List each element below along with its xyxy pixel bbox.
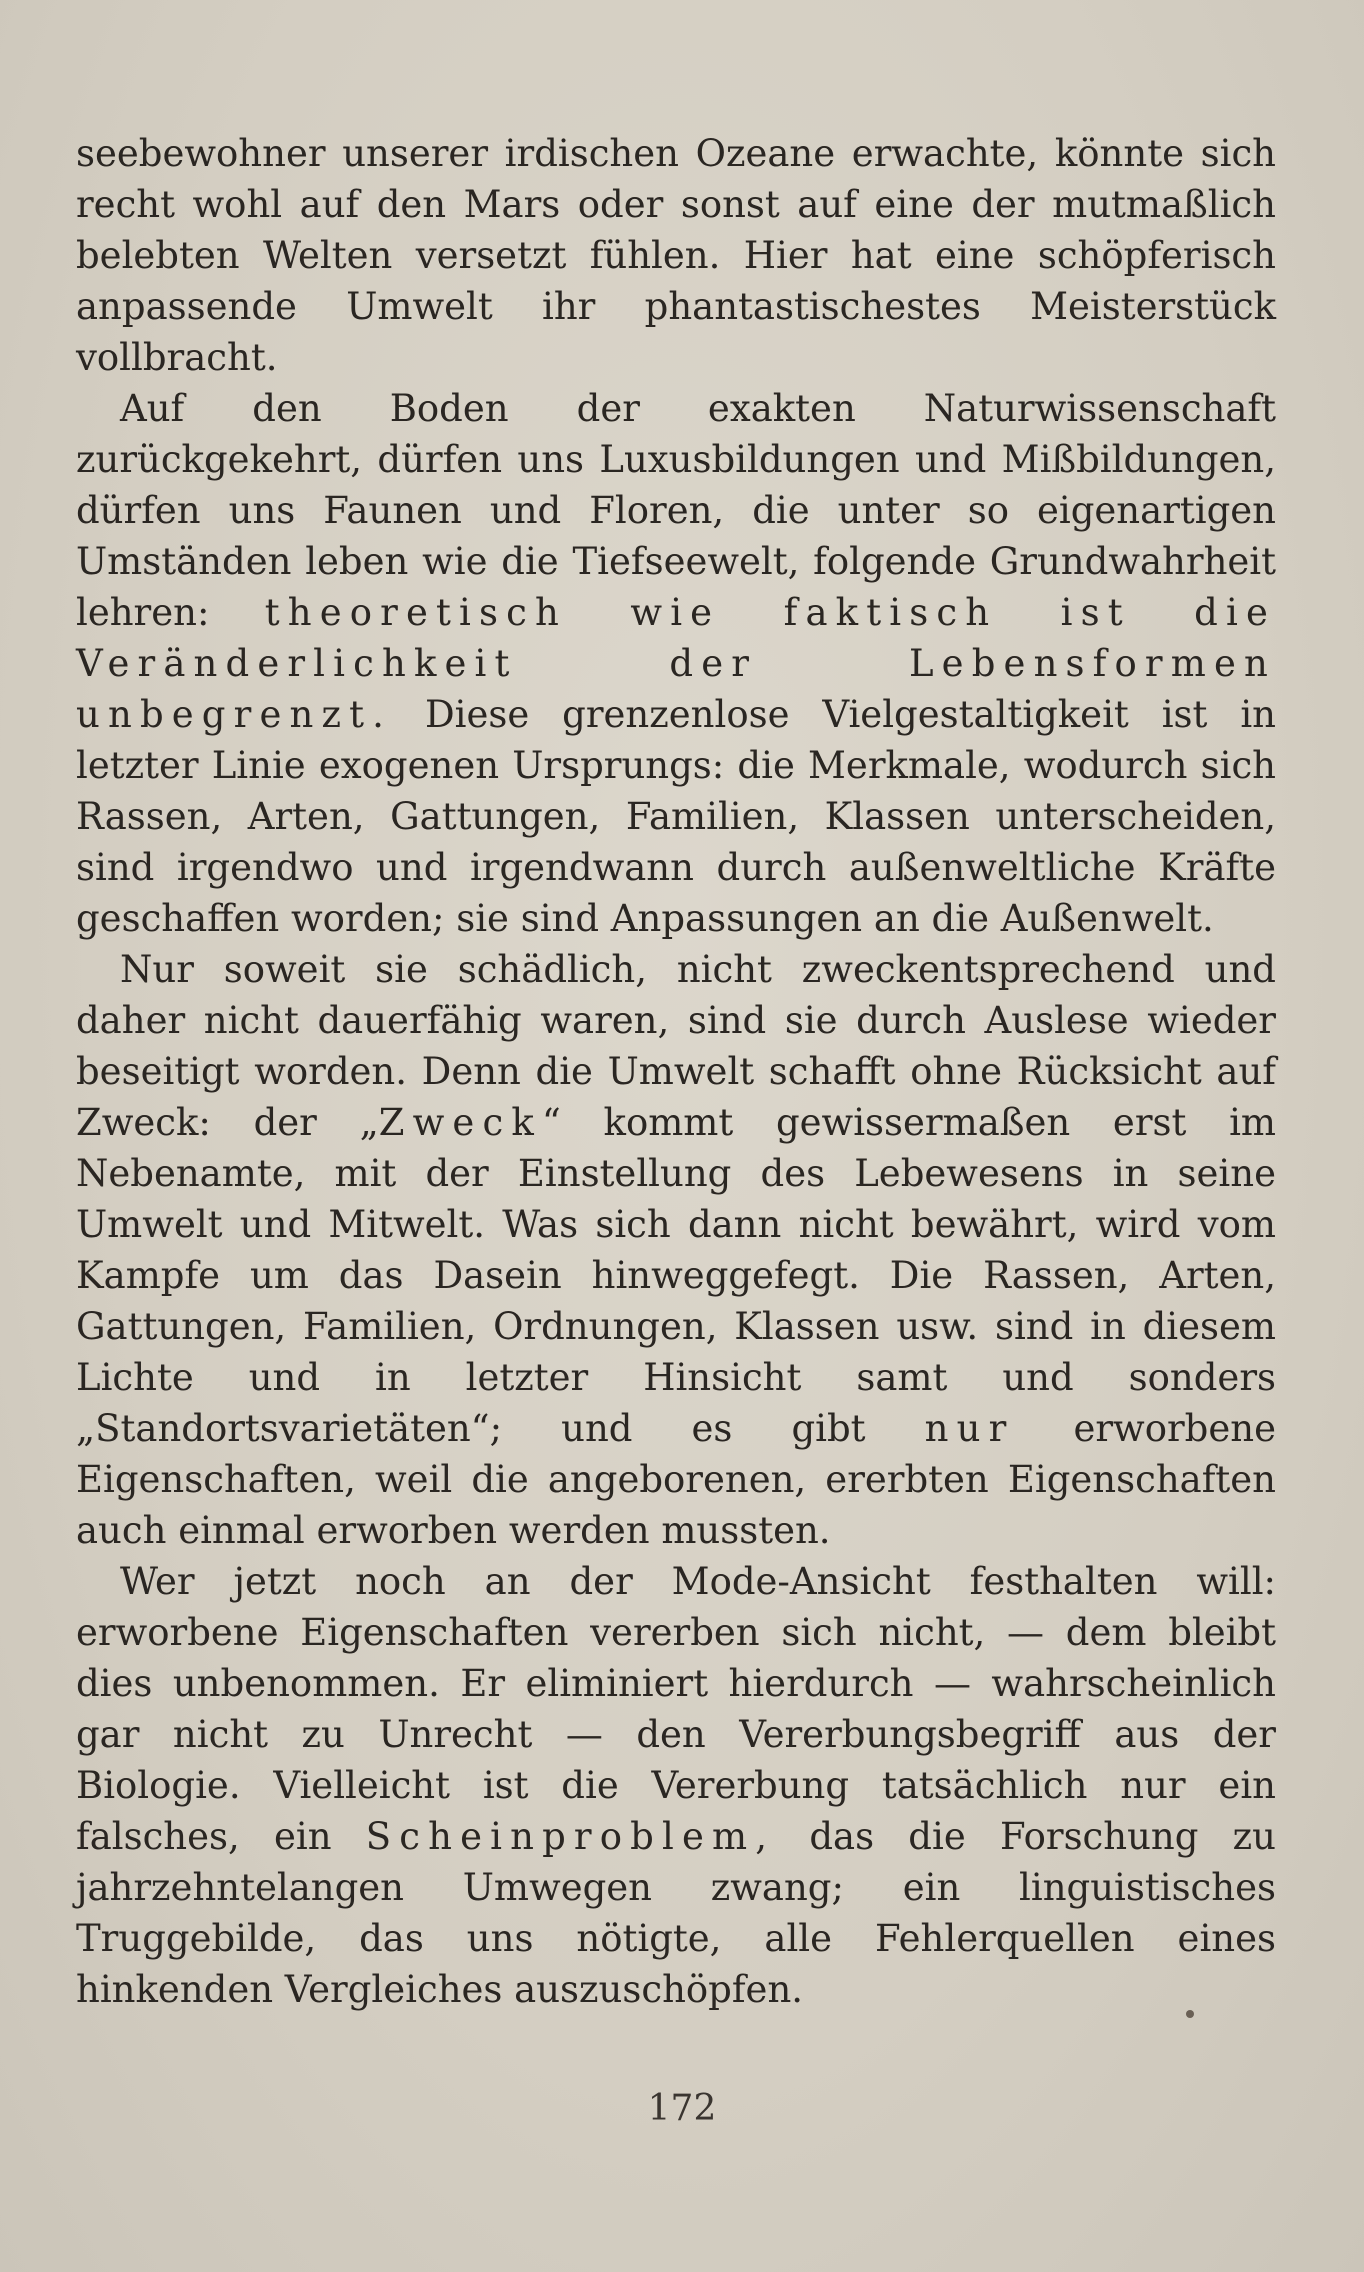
paragraph-3-text-a: Nur soweit sie schädlich, nicht zweckentsprechend und daher nicht dauerfähig waren, sind sie durch Auslese wieder beseitigt worden. Denn die Umwelt schafft ohne Rücksicht auf Zweck: der „ (76, 948, 1276, 1144)
paragraph-3-emphasis-nur: nur (924, 1407, 1015, 1450)
paragraph-3-emphasis-zweck: Zweck (378, 1101, 542, 1144)
paragraph-3-text-c: erworbene Eigenschaften, weil die angeborenen, ererbten Eigenschaften auch einmal erworben werden mussten. (76, 1407, 1276, 1552)
paragraph-4-emphasis: Scheinproblem, (365, 1815, 776, 1858)
paragraph-2-text-a: Auf den Boden der exakten Naturwissenschaft zurückgekehrt, dürfen uns Luxusbildungen und Mißbildungen, dürfen uns Faunen und Floren, die unter so eigenartigen Umständen leben wie die Tiefseewelt, folgende Grundwahrheit lehren: (76, 387, 1276, 634)
paragraph-4-text-b: das die Forschung zu jahrzehntelangen Umwegen zwang; ein linguistisches Truggebilde, das uns nötigte, alle Fehlerquellen eines hinkenden Vergleiches auszuschöpfen. (76, 1815, 1277, 2011)
paragraph-3-text-b: “ kommt gewissermaßen erst im Nebenamte, mit der Einstellung des Lebewesens in seine Umwelt und Mitwelt. Was sich dann nicht bewährt, wird vom Kampfe um das Dasein hinweggefegt. Die Rassen, Arten, Gattungen, Familien, Ordnungen, Klassen usw. sind in diesem Lichte und in letzter Hinsicht samt und sonders „Standortsvarietäten“; und es gibt (76, 1101, 1276, 1450)
ink-speck (1186, 2010, 1194, 2018)
paragraph-2-emphasis: theoretisch wie faktisch ist die Veränderlichkeit der Lebensformen unbegrenzt. (76, 591, 1276, 736)
paragraph-4 (76, 1556, 1276, 2015)
paragraph-2-text-b: Diese grenzenlose Vielgestaltigkeit ist in letzter Linie exogenen Ursprungs: die Merkmale, wodurch sich Rassen, Arten, Gattungen, Familien, Klassen unterscheiden, sind irgendwo und irgendwann durch außenweltliche Kräfte geschaffen worden; sie sind Anpassungen an die Außenwelt. (76, 693, 1276, 940)
body-text (76, 128, 1276, 2015)
page-number: 172 (647, 2088, 717, 2129)
paragraph-3 (76, 944, 1276, 1556)
paragraph-1-text: seebewohner unserer irdischen Ozeane erwachte, könnte sich recht wohl auf den Mars oder sonst auf eine der mutmaßlich belebten Welten versetzt fühlen. Hier hat eine schöpferisch anpassende Umwelt ihr phantastischestes Meisterstück vollbracht. (76, 132, 1276, 379)
paragraph-1 (76, 128, 1276, 383)
paragraph-2 (76, 383, 1276, 944)
paragraph-4-text-a: Wer jetzt noch an der Mode-Ansicht festhalten will: erworbene Eigenschaften vererben sich nicht, — dem bleibt dies unbenommen. Er eliminiert hierdurch — wahrscheinlich gar nicht zu Unrecht — den Vererbungsbegriff aus der Biologie. Vielleicht ist die Vererbung tatsächlich nur ein falsches, ein (76, 1560, 1276, 1858)
